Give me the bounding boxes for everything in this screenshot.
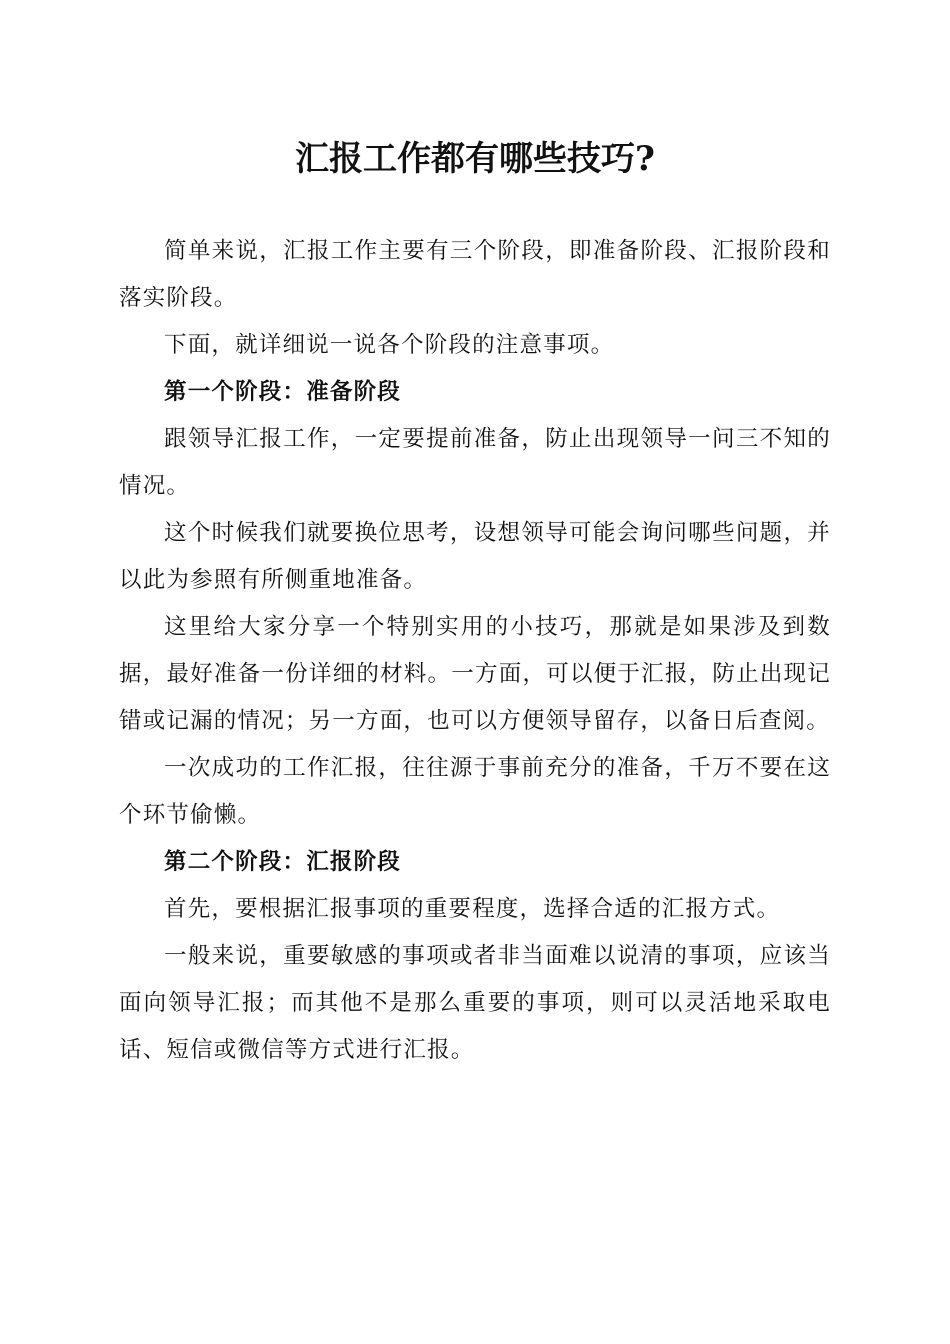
paragraph: 跟领导汇报工作，一定要提前准备，防止出现领导一问三不知的情况。: [119, 426, 831, 499]
section-heading-stage-two: 第二个阶段：汇报阶段: [164, 849, 402, 875]
document-body: [119, 228, 831, 1074]
paragraph: 这个时候我们就要换位思考，设想领导可能会询问哪些问题，并以此为参照有所侧重地准备。: [119, 520, 831, 593]
section-heading-stage-one: 第一个阶段：准备阶段: [164, 379, 402, 405]
paragraph-intro: 简单来说，汇报工作主要有三个阶段，即准备阶段、汇报阶段和落实阶段。: [119, 238, 831, 311]
paragraph: 这里给大家分享一个特别实用的小技巧，那就是如果涉及到数据，最好准备一份详细的材料。一方面，可以便于汇报，防止出现记错或记漏的情况；另一方面，也可以方便领导留存，以备日后查阅。: [119, 614, 831, 734]
paragraph: 一般来说，重要敏感的事项或者非当面难以说清的事项，应该当面向领导汇报；而其他不是那么重要的事项，则可以灵活地采取电话、短信或微信等方式进行汇报。: [119, 943, 831, 1063]
paragraph-overview: 下面，就详细说一说各个阶段的注意事项。: [164, 332, 615, 358]
paragraph: 首先，要根据汇报事项的重要程度，选择合适的汇报方式。: [164, 896, 781, 922]
paragraph: 一次成功的工作汇报，往往源于事前充分的准备，千万不要在这个环节偷懒。: [119, 755, 831, 828]
document-title: 汇报工作都有哪些技巧?: [295, 139, 655, 179]
